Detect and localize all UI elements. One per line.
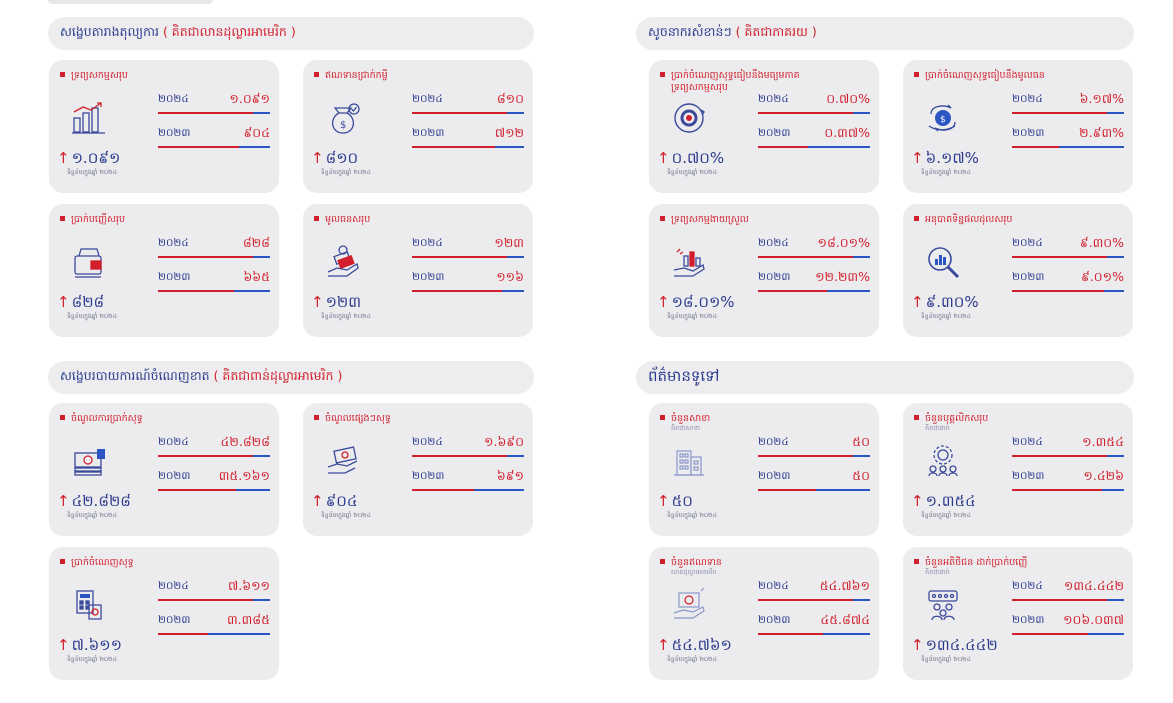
headline-value-text: ៥៤.៧៦១ xyxy=(671,636,732,654)
year-row-previous xyxy=(158,612,270,638)
year-label: ២០២៤ xyxy=(758,93,789,105)
year-label: ២០២៤ xyxy=(158,580,189,592)
card-title xyxy=(914,70,1125,81)
year-value: ៣.៣៨៥ xyxy=(226,612,270,627)
card-depositors xyxy=(903,547,1133,680)
card-title xyxy=(60,70,271,81)
comparison-bar-fill xyxy=(1012,290,1104,292)
year-label: ២០២៤ xyxy=(158,237,189,249)
comparison-bar-fill xyxy=(1012,146,1059,148)
year-label: ២០២៤ xyxy=(412,436,443,448)
card-title-text: អនុបាតទិន្នផលដុលសរុប xyxy=(925,214,1013,225)
year-row-previous xyxy=(1012,269,1124,295)
year-value: ១.៦៩០ xyxy=(484,434,524,449)
comparison-bar-fill xyxy=(758,256,853,258)
data-year-note: ទិន្នន័យក្នុងឆ្នាំ ២០២៤ xyxy=(321,512,371,519)
comparison-bar xyxy=(1012,455,1124,457)
bullet-square xyxy=(60,72,65,77)
year-label: ២០២៣ xyxy=(758,470,791,482)
comparison-bar-fill xyxy=(158,112,253,114)
year-value: ២.៩៣% xyxy=(1079,125,1124,140)
year-row-current xyxy=(412,235,524,261)
comparison-bar-fill xyxy=(412,290,502,292)
up-arrow-icon: ↑ xyxy=(657,636,670,654)
year-label: ២០២៤ xyxy=(758,580,789,592)
comparison-bar-fill xyxy=(412,256,507,258)
comparison-bar-fill xyxy=(158,599,253,601)
card-title xyxy=(660,557,871,568)
headline-value-text: ១៨.០១% xyxy=(671,293,735,311)
year-row-previous xyxy=(758,612,870,638)
year-row-current xyxy=(758,235,870,261)
year-row-current xyxy=(412,91,524,117)
bullet-square xyxy=(660,415,665,420)
card-staff xyxy=(903,403,1133,536)
comparison-bar xyxy=(758,489,870,491)
data-year-note: ទិន្នន័យក្នុងឆ្នាំ ២០២៤ xyxy=(667,656,717,663)
comparison-bar-fill xyxy=(1012,256,1107,258)
year-value: ៩.៣០% xyxy=(1079,235,1124,250)
comparison-bar xyxy=(1012,290,1124,292)
headline-value-text: ៩.៣០% xyxy=(925,293,979,311)
headline-value-text: ១.៣៥៤ xyxy=(925,492,976,510)
section-title-balance xyxy=(48,17,534,50)
comparison-bar xyxy=(1012,489,1124,491)
comparison-bar-fill xyxy=(158,290,234,292)
comparison-bar xyxy=(1012,633,1124,635)
hand-card-icon xyxy=(325,443,361,479)
card-title xyxy=(314,70,525,81)
data-year-note: ទិន្នន័យក្នុងឆ្នាំ ២០២៤ xyxy=(321,313,371,320)
year-value: ៩០៤ xyxy=(243,125,270,140)
cash-stack-icon xyxy=(71,443,107,479)
card-total-equity xyxy=(303,204,533,337)
comparison-bar xyxy=(158,599,270,601)
comparison-bar-fill xyxy=(412,112,507,114)
card-other-income xyxy=(303,403,533,536)
section-unit-text: ( គិតជាពាន់ដុល្លារអាមេរិក ) xyxy=(213,368,343,383)
comparison-bar-fill xyxy=(158,146,239,148)
comparison-bar-fill xyxy=(758,633,823,635)
customers-icon xyxy=(925,587,961,623)
year-row-previous xyxy=(758,468,870,494)
money-bag-icon xyxy=(325,100,361,136)
card-title xyxy=(914,557,1125,568)
comparison-bar xyxy=(758,599,870,601)
year-row-previous xyxy=(758,269,870,295)
year-value: ៩.០១% xyxy=(1080,269,1124,284)
card-subtitle: លានដុល្លារអាមេរិក xyxy=(671,568,717,576)
comparison-bar-fill xyxy=(1012,633,1088,635)
gear-cycle-icon xyxy=(671,100,707,136)
bullet-square xyxy=(314,415,319,420)
card-title xyxy=(314,214,525,225)
year-label: ២០២៤ xyxy=(1012,436,1043,448)
card-title-text: ចំណូលផ្សេងៗសុទ្ធ xyxy=(325,413,391,424)
card-title-text: ប្រាក់ចំណេញសុទ្ធធៀបនឹងមូលធន xyxy=(925,70,1045,81)
top-divider xyxy=(48,0,213,4)
comparison-bar xyxy=(758,633,870,635)
bullet-square xyxy=(314,72,319,77)
section-title-text: សូចនាករសំខាន់ៗ xyxy=(648,24,732,39)
up-arrow-icon: ↑ xyxy=(911,492,924,510)
section-title-text: សង្ខេបតារាងតុល្យការ xyxy=(60,24,159,39)
year-label: ២០២៤ xyxy=(1012,237,1043,249)
section-title-income xyxy=(48,361,534,394)
card-title xyxy=(60,413,271,424)
comparison-bar xyxy=(1012,256,1124,258)
up-arrow-icon: ↑ xyxy=(57,636,70,654)
data-year-note: ទិន្នន័យក្នុងឆ្នាំ ២០២៤ xyxy=(321,169,371,176)
section-unit-text: ( គិតជាភាគរយ ) xyxy=(735,24,817,39)
year-row-current xyxy=(158,235,270,261)
year-row-current xyxy=(1012,434,1124,460)
card-title-text: ចំណូលការប្រាក់សុទ្ធ xyxy=(71,413,143,424)
headline-value-text: ១៣៤.៤៤២ xyxy=(925,636,998,654)
year-row-current xyxy=(158,578,270,604)
section-title-ratios xyxy=(636,17,1134,50)
card-title-text: ប្រាក់បញ្ញើសរុប xyxy=(71,214,126,225)
bullet-square xyxy=(660,216,665,221)
bar-chart-icon xyxy=(71,100,107,136)
card-roa xyxy=(649,60,879,193)
card-title xyxy=(914,214,1125,225)
data-year-note: ទិន្នន័យក្នុងឆ្នាំ ២០២៤ xyxy=(667,512,717,519)
comparison-bar-fill xyxy=(758,112,853,114)
year-label: ២០២៣ xyxy=(758,271,791,283)
comparison-bar xyxy=(158,112,270,114)
card-net-profit xyxy=(49,547,279,680)
data-year-note: ទិន្នន័យក្នុងឆ្នាំ ២០២៤ xyxy=(67,656,117,663)
year-value: ៦.១៧% xyxy=(1079,91,1124,106)
year-row-previous xyxy=(412,125,524,151)
year-label: ២០២៣ xyxy=(412,127,445,139)
year-row-previous xyxy=(1012,612,1124,638)
comparison-bar xyxy=(758,256,870,258)
year-label: ២០២៣ xyxy=(158,614,191,626)
card-borrowers xyxy=(649,547,879,680)
year-label: ២០២៤ xyxy=(158,436,189,448)
comparison-bar-fill xyxy=(158,633,208,635)
card-subtitle: គិតជាសាខា xyxy=(671,424,700,432)
card-liquid-assets xyxy=(649,204,879,337)
comparison-bar xyxy=(158,146,270,148)
card-solvency xyxy=(903,204,1133,337)
year-row-current xyxy=(758,434,870,460)
comparison-bar xyxy=(758,455,870,457)
card-title-text: ទ្រព្យសកម្មងាយស្រួល xyxy=(671,214,749,225)
comparison-bar-fill xyxy=(158,256,253,258)
comparison-bar xyxy=(412,290,524,292)
card-total-deposits xyxy=(49,204,279,337)
year-label: ២០២៤ xyxy=(1012,580,1043,592)
comparison-bar xyxy=(158,633,270,635)
card-branches xyxy=(649,403,879,536)
liquidity-hand-icon xyxy=(671,244,707,280)
comparison-bar xyxy=(1012,112,1124,114)
comparison-bar xyxy=(158,455,270,457)
year-row-previous xyxy=(158,269,270,295)
data-year-note: ទិន្នន័យក្នុងឆ្នាំ ២០២៤ xyxy=(921,656,971,663)
comparison-bar-fill xyxy=(1012,112,1107,114)
bullet-square xyxy=(914,216,919,221)
bullet-square xyxy=(660,559,665,564)
year-value: ១៣៤.៤៤២ xyxy=(1063,578,1124,593)
year-row-current xyxy=(1012,235,1124,261)
headline-value-text: ៨១០ xyxy=(325,149,359,167)
comparison-bar xyxy=(758,112,870,114)
comparison-bar xyxy=(412,146,524,148)
data-year-note: ទិន្នន័យក្នុងឆ្នាំ ២០២៤ xyxy=(667,169,717,176)
year-row-previous xyxy=(412,468,524,494)
bullet-square xyxy=(60,559,65,564)
magnifier-chart-icon xyxy=(925,244,961,280)
year-value: ៥៤.៧៦១ xyxy=(819,578,870,593)
section-title-text: ព័ត៌មានទូទៅ xyxy=(648,366,720,385)
card-title-text: ប្រាក់ចំណេញសុទ្ធធៀបនឹងមធ្យមភាគ xyxy=(671,70,800,81)
up-arrow-icon: ↑ xyxy=(657,492,670,510)
year-label: ២០២៣ xyxy=(412,470,445,482)
year-label: ២០២៣ xyxy=(758,614,791,626)
year-value: ៦៦៥ xyxy=(243,269,270,284)
up-arrow-icon: ↑ xyxy=(911,636,924,654)
up-arrow-icon: ↑ xyxy=(311,492,324,510)
year-row-previous xyxy=(158,468,270,494)
comparison-bar-fill xyxy=(758,146,808,148)
money-growth-icon xyxy=(671,587,707,623)
people-gear-icon xyxy=(925,443,961,479)
comparison-bar xyxy=(1012,599,1124,601)
year-value: ៤៥.៨៧៤ xyxy=(820,612,870,627)
comparison-bar-fill xyxy=(758,599,853,601)
year-value: ៨១០ xyxy=(496,91,524,106)
year-label: ២០២៣ xyxy=(158,470,191,482)
bullet-square xyxy=(914,72,919,77)
year-label: ២០២៣ xyxy=(412,271,445,283)
comparison-bar xyxy=(412,256,524,258)
comparison-bar-fill xyxy=(758,455,853,457)
year-value: ៥០ xyxy=(852,468,870,483)
year-value: ១.៣៥៤ xyxy=(1082,434,1124,449)
card-title xyxy=(660,214,871,225)
card-title xyxy=(60,557,271,568)
year-label: ២០២៣ xyxy=(1012,127,1045,139)
headline-value-text: ៧.៦១១ xyxy=(71,636,122,654)
headline-value-text: ១២៣ xyxy=(325,293,362,311)
year-label: ២០២៤ xyxy=(158,93,189,105)
up-arrow-icon: ↑ xyxy=(657,293,670,311)
year-label: ២០២៤ xyxy=(412,93,443,105)
year-row-current xyxy=(158,434,270,460)
year-row-current xyxy=(1012,91,1124,117)
card-interest-income xyxy=(49,403,279,536)
card-total-assets xyxy=(49,60,279,193)
card-title-line2: ទ្រព្យសកម្មសរុប xyxy=(671,82,728,93)
card-title xyxy=(60,214,271,225)
card-title xyxy=(660,70,871,81)
svg-text:$: $ xyxy=(940,115,946,125)
up-arrow-icon: ↑ xyxy=(311,149,324,167)
comparison-bar-fill xyxy=(412,455,507,457)
comparison-bar xyxy=(158,256,270,258)
up-arrow-icon: ↑ xyxy=(57,492,70,510)
year-label: ២០២៤ xyxy=(758,237,789,249)
bullet-square xyxy=(914,559,919,564)
data-year-note: ទិន្នន័យក្នុងឆ្នាំ ២០២៤ xyxy=(921,512,971,519)
year-value: ១.៤២៦ xyxy=(1083,468,1124,483)
bullet-square xyxy=(314,216,319,221)
card-title-text: ចំនួនឥណទាន xyxy=(671,557,722,568)
year-label: ២០២៣ xyxy=(158,271,191,283)
card-subtitle: គិតជានាក់ xyxy=(925,424,950,432)
comparison-bar xyxy=(412,455,524,457)
up-arrow-icon: ↑ xyxy=(311,293,324,311)
year-value: ៣៥.១៦១ xyxy=(218,468,270,483)
year-value: ១២.២៣% xyxy=(815,269,870,284)
card-title-text: មូលធនសរុប xyxy=(325,214,371,225)
year-value: ១១៦ xyxy=(496,269,524,284)
wallet-icon xyxy=(71,244,107,280)
data-year-note: ទិន្នន័យក្នុងឆ្នាំ ២០២៤ xyxy=(921,313,971,320)
card-title-text: ចំនួនសាខា xyxy=(671,413,711,424)
year-row-current xyxy=(758,91,870,117)
section-unit-text: ( គិតជាលានដុល្លារអាមេរិក ) xyxy=(162,24,296,39)
card-title-text: ចំនួនអតិថិជន ដាក់ប្រាក់បញ្ញើ xyxy=(925,557,1028,568)
year-label: ២០២៣ xyxy=(758,127,791,139)
year-row-previous xyxy=(758,125,870,151)
year-row-current xyxy=(412,434,524,460)
comparison-bar xyxy=(158,489,270,491)
section-title-general xyxy=(636,361,1134,394)
year-label: ២០២៤ xyxy=(412,237,443,249)
year-label: ២០២៣ xyxy=(158,127,191,139)
headline-value-text: ៦.១៧% xyxy=(925,149,979,167)
card-title-text: ឥណទានជ្រាក់កម្ចី xyxy=(325,70,388,81)
year-label: ២០២៣ xyxy=(1012,271,1045,283)
year-value: ១៨.០១% xyxy=(817,235,870,250)
year-row-previous xyxy=(158,125,270,151)
year-value: ៨២៨ xyxy=(242,235,270,250)
card-net-loans xyxy=(303,60,533,193)
comparison-bar xyxy=(412,112,524,114)
year-value: ១២៣ xyxy=(494,235,524,250)
bullet-square xyxy=(914,415,919,420)
year-row-current xyxy=(1012,578,1124,604)
card-title-text: ទ្រព្យសកម្មសរុប xyxy=(71,70,128,81)
year-value: ១.០៩១ xyxy=(229,91,270,106)
card-roe xyxy=(903,60,1133,193)
card-title xyxy=(914,413,1125,424)
comparison-bar-fill xyxy=(158,455,253,457)
comparison-bar xyxy=(758,290,870,292)
comparison-bar xyxy=(758,146,870,148)
data-year-note: ទិន្នន័យក្នុងឆ្នាំ ២០២៤ xyxy=(67,313,117,320)
up-arrow-icon: ↑ xyxy=(911,149,924,167)
year-value: ៥០ xyxy=(852,434,870,449)
comparison-bar-fill xyxy=(758,489,816,491)
year-row-previous xyxy=(412,269,524,295)
year-label: ២០២៣ xyxy=(1012,614,1045,626)
year-value: ៧១២ xyxy=(494,125,524,140)
card-subtitle: គិតជានាក់ xyxy=(925,568,950,576)
data-year-note: ទិន្នន័យក្នុងឆ្នាំ ២០២៤ xyxy=(667,313,717,320)
comparison-bar-fill xyxy=(412,146,495,148)
data-year-note: ទិន្នន័យក្នុងឆ្នាំ ២០២៤ xyxy=(921,169,971,176)
year-value: ០.៧០% xyxy=(826,91,870,106)
year-value: ១០៦.០៣៧ xyxy=(1063,612,1124,627)
year-label: ២០២៤ xyxy=(1012,93,1043,105)
card-title xyxy=(660,413,871,424)
headline-value-text: ១.០៩១ xyxy=(71,149,121,167)
comparison-bar-fill xyxy=(158,489,236,491)
up-arrow-icon: ↑ xyxy=(911,293,924,311)
headline-value-text: ០.៧០% xyxy=(671,149,725,167)
comparison-bar-fill xyxy=(1012,489,1102,491)
data-year-note: ទិន្នន័យក្នុងឆ្នាំ ២០២៤ xyxy=(67,169,117,176)
up-arrow-icon: ↑ xyxy=(57,293,70,311)
headline-value-text: ៤២.៨២៨ xyxy=(71,492,131,510)
bullet-square xyxy=(60,415,65,420)
section-title-text: សង្ខេបរបាយការណ៍ចំណេញខាត xyxy=(60,368,210,383)
headline-value-text: ៩០៤ xyxy=(325,492,358,510)
bullet-square xyxy=(60,216,65,221)
year-row-previous xyxy=(1012,125,1124,151)
card-title-text: ប្រាក់ចំណេញសុទ្ធ xyxy=(71,557,134,568)
card-title xyxy=(314,413,525,424)
comparison-bar-fill xyxy=(1012,455,1107,457)
comparison-bar-fill xyxy=(412,489,474,491)
year-label: ២០២៤ xyxy=(758,436,789,448)
headline-value-text: ៨២៨ xyxy=(71,293,105,311)
card-title-text: ចំនួនបុគ្គលិកសរុប xyxy=(925,413,989,424)
year-row-previous xyxy=(1012,468,1124,494)
year-value: ៤២.៨២៨ xyxy=(220,434,270,449)
building-icon xyxy=(671,443,707,479)
coin-exchange-icon xyxy=(925,100,961,136)
comparison-bar-fill xyxy=(1012,599,1107,601)
comparison-bar xyxy=(412,489,524,491)
up-arrow-icon: ↑ xyxy=(657,149,670,167)
year-value: ៦៩១ xyxy=(496,468,524,483)
year-label: ២០២៣ xyxy=(1012,470,1045,482)
comparison-bar xyxy=(158,290,270,292)
calculator-doc-icon xyxy=(71,587,107,623)
svg-text:$: $ xyxy=(340,120,347,131)
up-arrow-icon: ↑ xyxy=(57,149,70,167)
year-value: ០.៣៧% xyxy=(824,125,870,140)
bullet-square xyxy=(660,72,665,77)
year-row-current xyxy=(758,578,870,604)
data-year-note: ទិន្នន័យក្នុងឆ្នាំ ២០២៤ xyxy=(67,512,117,519)
comparison-bar-fill xyxy=(758,290,827,292)
year-row-current xyxy=(158,91,270,117)
headline-value-text: ៥០ xyxy=(671,492,693,510)
hand-money-icon xyxy=(325,244,361,280)
comparison-bar xyxy=(1012,146,1124,148)
year-value: ៧.៦១១ xyxy=(228,578,270,593)
